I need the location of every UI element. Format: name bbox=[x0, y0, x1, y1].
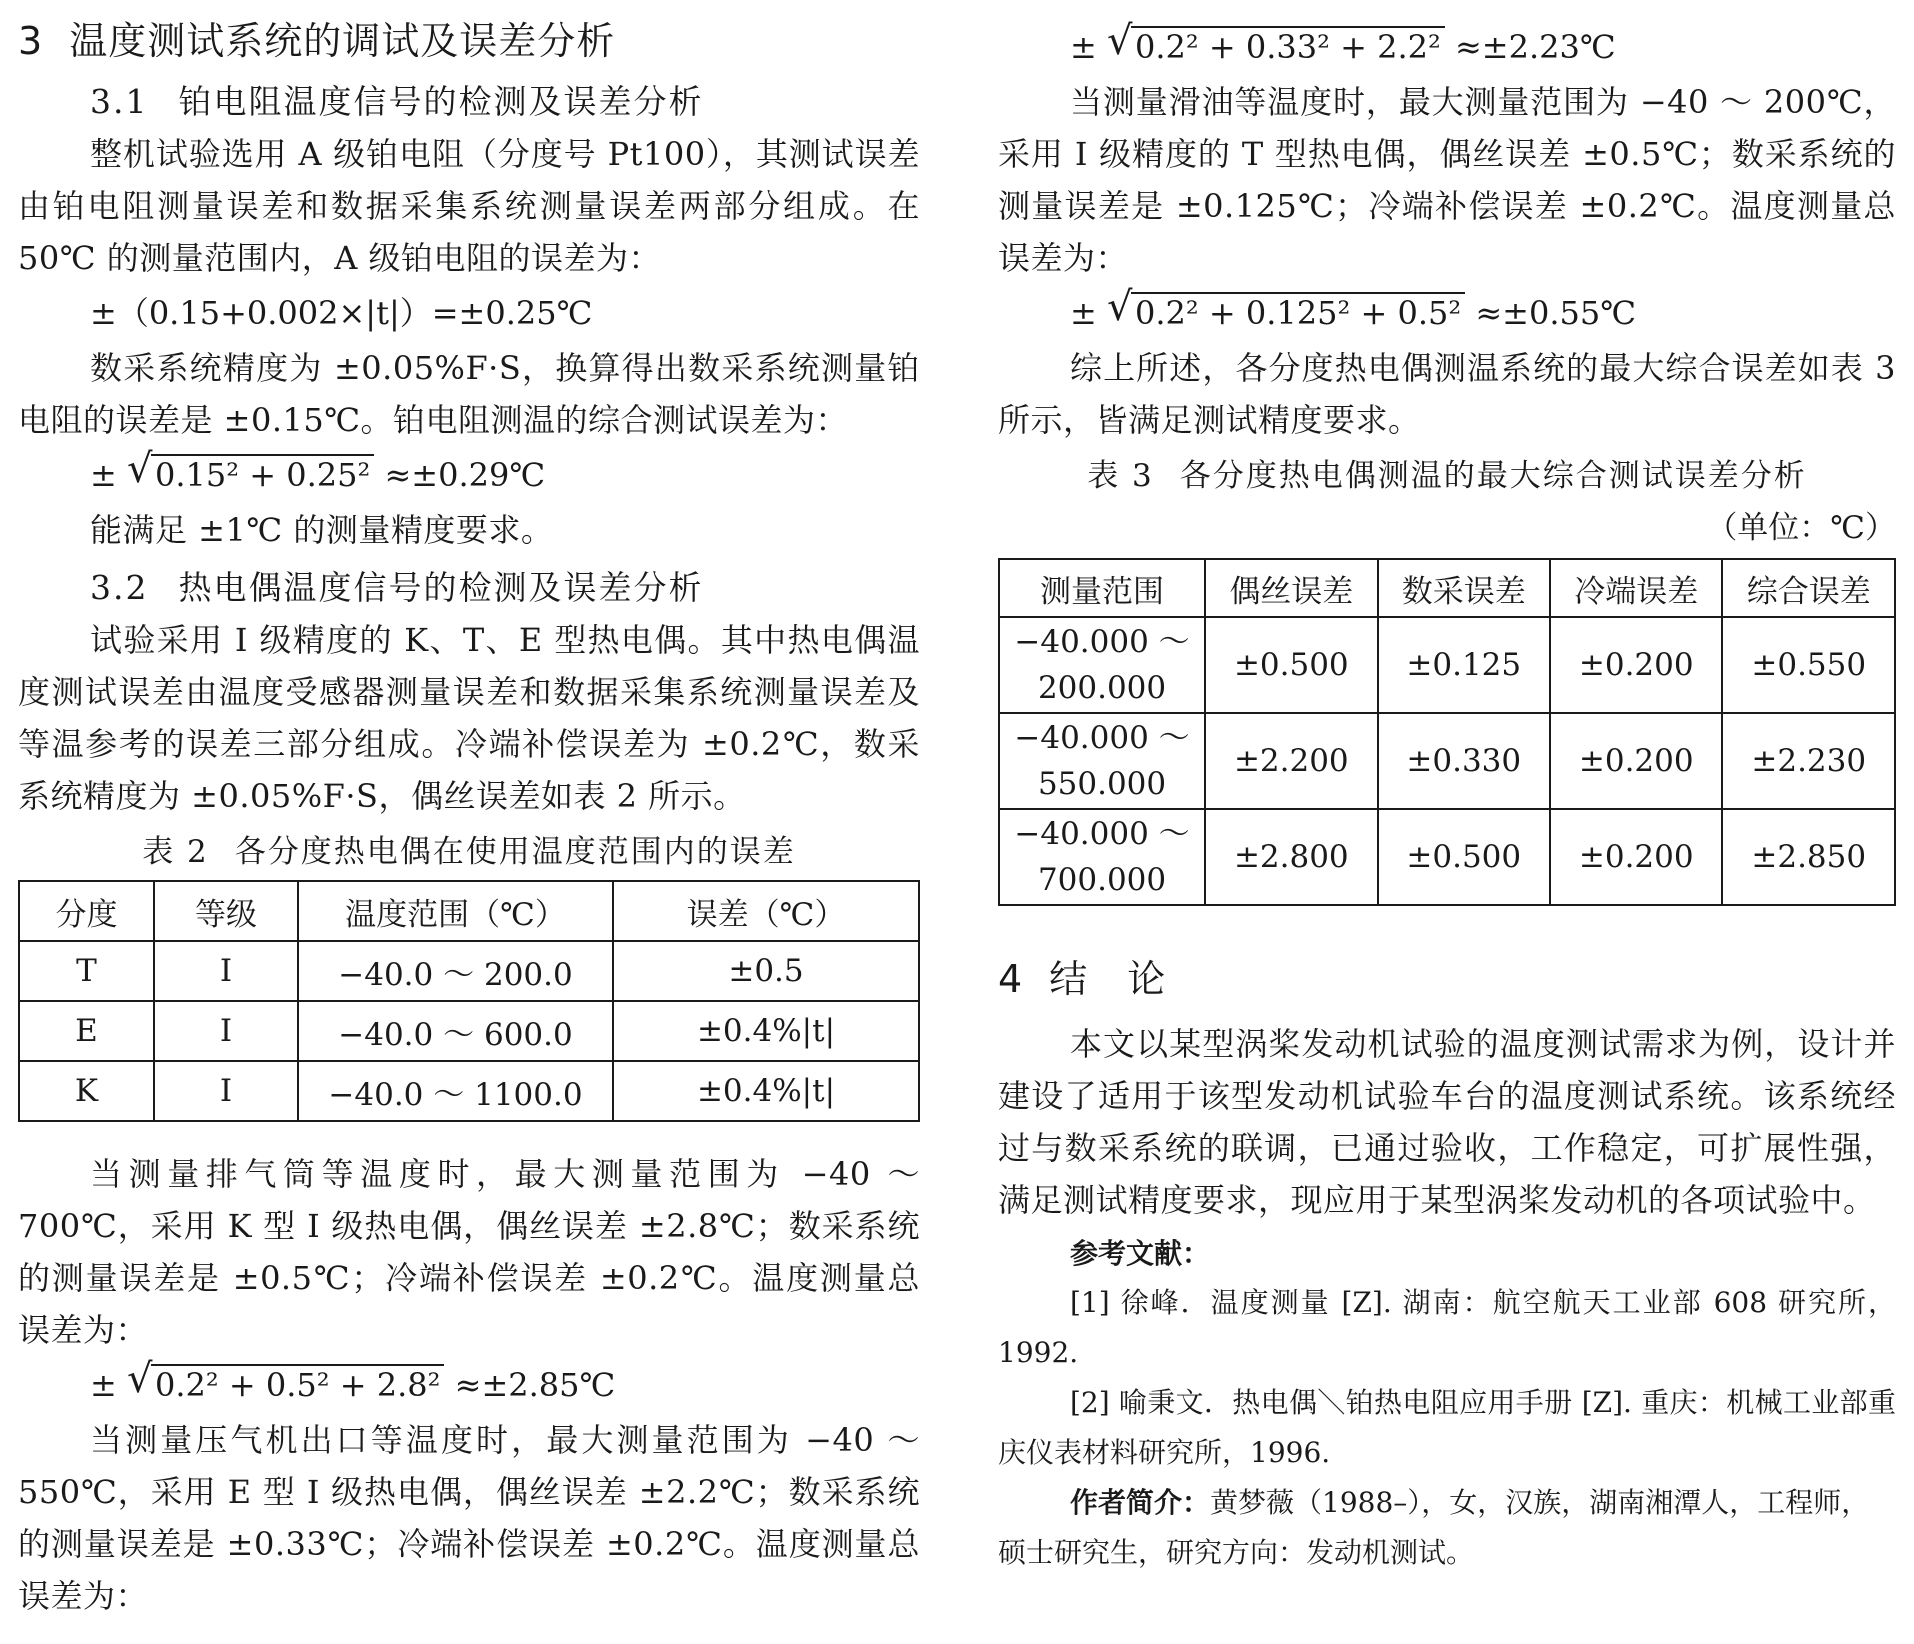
table-header-cell: 偶丝误差 bbox=[1205, 559, 1377, 617]
paragraph: 试验采用 I 级精度的 K、T、E 型热电偶。其中热电偶温度测试误差由温度受感器测量误差和数据采集系统测量误差及等温参考的误差三部分组成。冷端补偿误差为 ±0.2℃，数采系统精度为 ±0.05%F·S，偶丝误差如表 2 所示。 bbox=[18, 621, 920, 815]
table-cell: I bbox=[154, 941, 298, 1001]
table-row bbox=[19, 1001, 919, 1061]
table-caption-text: 各分度热电偶在使用温度范围内的误差 bbox=[234, 834, 796, 870]
section-number: 4 bbox=[998, 957, 1024, 1001]
table-cell: ±0.550 bbox=[1722, 617, 1895, 713]
formula-result: ≈±0.55℃ bbox=[1475, 294, 1637, 332]
table-cell: ±2.230 bbox=[1722, 713, 1895, 809]
table-cell: ±0.200 bbox=[1550, 617, 1722, 713]
subsection-title: 热电偶温度信号的检测及误差分析 bbox=[178, 568, 704, 607]
paragraph: 数采系统精度为 ±0.05%F·S，换算得出数采系统测量铂电阻的误差是 ±0.15℃。铂电阻测温的综合测试误差为： bbox=[18, 349, 920, 439]
table-header-row bbox=[19, 881, 919, 941]
radical-sign: √ bbox=[126, 446, 153, 492]
sqrt-expression bbox=[1107, 286, 1465, 340]
radical-sign: √ bbox=[1106, 284, 1133, 330]
table-cell: −40.0 ～ 600.0 bbox=[298, 1001, 613, 1061]
table-cell: ±2.200 bbox=[1205, 713, 1377, 809]
paragraph: 综上所述，各分度热电偶测温系统的最大综合误差如表 3 所示，皆满足测试精度要求。 bbox=[998, 349, 1896, 439]
table-row bbox=[999, 809, 1895, 905]
subsection-number: 3.2 bbox=[90, 568, 149, 607]
paragraph: 本文以某型涡桨发动机试验的温度测试需求为例，设计并建设了适用于该型发动机试验车台的温度测试系统。该系统经过与数采系统的联调，已通过验收，工作稳定，可扩展性强，满足测试精度要求，现应用于某型涡桨发动机的各项试验中。 bbox=[998, 1025, 1896, 1219]
table-cell-range bbox=[999, 713, 1205, 809]
author-bio bbox=[998, 1478, 1896, 1578]
radical-sign: √ bbox=[126, 1356, 153, 1402]
table-cell: ±2.800 bbox=[1205, 809, 1377, 905]
table-2 bbox=[18, 880, 920, 1122]
formula-sqrt bbox=[18, 1358, 920, 1412]
section-3-heading bbox=[18, 18, 920, 64]
formula-prefix: ± bbox=[1070, 28, 1097, 66]
table-number: 表 3 bbox=[1087, 458, 1154, 494]
paragraph: 当测量排气筒等温度时，最大测量范围为 −40 ～ 700℃，采用 K 型 I 级热电偶，偶丝误差 ±2.8℃；数采系统的测量误差是 ±0.5℃；冷端补偿误差 ±0.2℃。温度测量总误差为： bbox=[18, 1155, 920, 1349]
table-header-cell: 误差（℃） bbox=[613, 881, 919, 941]
section-4-heading bbox=[998, 956, 1896, 1002]
table-header-cell: 综合误差 bbox=[1722, 559, 1895, 617]
table-header-cell: 等级 bbox=[154, 881, 298, 941]
range-end: 700.000 bbox=[1037, 862, 1167, 898]
table-header-cell: 分度 bbox=[19, 881, 154, 941]
table-cell: ±0.125 bbox=[1378, 617, 1550, 713]
table-cell: ±0.330 bbox=[1378, 713, 1550, 809]
section-number: 3 bbox=[18, 19, 44, 63]
formula-sqrt bbox=[998, 20, 1896, 74]
table-row bbox=[19, 941, 919, 1001]
table-cell: I bbox=[154, 1061, 298, 1121]
radicand: 0.2² + 0.33² + 2.2² bbox=[1131, 26, 1445, 66]
table-cell: K bbox=[19, 1061, 154, 1121]
sqrt-expression bbox=[1107, 20, 1445, 74]
reference-item: [1] 徐峰．温度测量 [Z]. 湖南：航空航天工业部 608 研究所，1992. bbox=[998, 1286, 1896, 1369]
formula-sqrt bbox=[18, 448, 920, 502]
section-3-2-heading bbox=[18, 566, 920, 610]
sqrt-expression bbox=[127, 1358, 444, 1412]
sqrt-expression bbox=[127, 448, 374, 502]
radicand: 0.2² + 0.5² + 2.8² bbox=[151, 1364, 444, 1404]
table-cell-range bbox=[999, 809, 1205, 905]
paragraph: 当测量压气机出口等温度时，最大测量范围为 −40 ～ 550℃，采用 E 型 I 级热电偶，偶丝误差 ±2.2℃；数采系统的测量误差是 ±0.33℃；冷端补偿误差 ±0.2℃。温度测量总误差为： bbox=[18, 1421, 920, 1615]
table-2-caption bbox=[18, 828, 920, 876]
table-cell: ±0.200 bbox=[1550, 713, 1722, 809]
table-row bbox=[999, 713, 1895, 809]
section-title: 温度测试系统的调试及误差分析 bbox=[69, 19, 616, 63]
table-unit-note: （单位：℃） bbox=[1706, 510, 1896, 546]
formula: ±（0.15+0.002×|t|）=±0.25℃ bbox=[90, 294, 593, 332]
table-cell-range bbox=[999, 617, 1205, 713]
table-cell: ±0.500 bbox=[1205, 617, 1377, 713]
author-bio-label: 作者简介： bbox=[1070, 1486, 1211, 1519]
table-number: 表 2 bbox=[142, 834, 209, 870]
table-cell: ±0.5 bbox=[613, 941, 919, 1001]
table-cell: I bbox=[154, 1001, 298, 1061]
range-end: 550.000 bbox=[1037, 766, 1167, 802]
subsection-number: 3.1 bbox=[90, 82, 149, 121]
formula-sqrt bbox=[998, 286, 1896, 340]
table-cell: −40.0 ～ 200.0 bbox=[298, 941, 613, 1001]
section-title: 结 论 bbox=[1049, 957, 1167, 1001]
table-cell: −40.0 ～ 1100.0 bbox=[298, 1061, 613, 1121]
formula-prefix: ± bbox=[1070, 294, 1097, 332]
formula-prefix: ± bbox=[90, 1366, 117, 1404]
table-3-caption bbox=[998, 452, 1896, 500]
section-3-1-heading bbox=[18, 80, 920, 124]
right-column bbox=[998, 0, 1896, 1578]
author-bio-text: 黄梦薇（1988–），女，汉族，湖南湘潭人，工程师，硕士研究生，研究方向：发动机测试。 bbox=[998, 1486, 1870, 1569]
table-header-cell: 温度范围（℃） bbox=[298, 881, 613, 941]
table-3 bbox=[998, 558, 1896, 906]
paragraph: 能满足 ±1℃ 的测量精度要求。 bbox=[90, 511, 554, 549]
radicand: 0.2² + 0.125² + 0.5² bbox=[1131, 292, 1465, 332]
radical-sign: √ bbox=[1106, 18, 1133, 64]
references-heading: 参考文献： bbox=[1070, 1237, 1211, 1270]
range-start: −40.000 ～ bbox=[1014, 816, 1190, 852]
table-cell: ±2.850 bbox=[1722, 809, 1895, 905]
range-end: 200.000 bbox=[1037, 670, 1167, 706]
subsection-title: 铂电阻温度信号的检测及误差分析 bbox=[178, 82, 704, 121]
formula-result: ≈±2.85℃ bbox=[454, 1366, 616, 1404]
formula-result: ≈±0.29℃ bbox=[384, 456, 546, 494]
table-caption-text: 各分度热电偶测温的最大综合测试误差分析 bbox=[1179, 458, 1807, 494]
table-header-cell: 测量范围 bbox=[999, 559, 1205, 617]
paragraph: 整机试验选用 A 级铂电阻（分度号 Pt100），其测试误差由铂电阻测量误差和数据采集系统测量误差两部分组成。在 50℃ 的测量范围内，A 级铂电阻的误差为： bbox=[18, 135, 920, 277]
table-header-row bbox=[999, 559, 1895, 617]
table-cell: E bbox=[19, 1001, 154, 1061]
table-cell: ±0.4%|t| bbox=[613, 1061, 919, 1121]
table-header-cell: 冷端误差 bbox=[1550, 559, 1722, 617]
paragraph: 当测量滑油等温度时，最大测量范围为 −40 ～ 200℃，采用 I 级精度的 T 型热电偶，偶丝误差 ±0.5℃；数采系统的测量误差是 ±0.125℃；冷端补偿误差 ±0.2℃。温度测量总误差为： bbox=[998, 83, 1896, 277]
table-cell: ±0.500 bbox=[1378, 809, 1550, 905]
range-start: −40.000 ～ bbox=[1014, 720, 1190, 756]
radicand: 0.15² + 0.25² bbox=[151, 454, 374, 494]
table-row bbox=[19, 1061, 919, 1121]
table-row bbox=[999, 617, 1895, 713]
table-header-cell: 数采误差 bbox=[1378, 559, 1550, 617]
table-cell: ±0.200 bbox=[1550, 809, 1722, 905]
formula-prefix: ± bbox=[90, 456, 117, 494]
range-start: −40.000 ～ bbox=[1014, 624, 1190, 660]
table-cell: T bbox=[19, 941, 154, 1001]
reference-item: [2] 喻秉文．热电偶＼铂热电阻应用手册 [Z]. 重庆：机械工业部重庆仪表材料研究所，1996. bbox=[998, 1386, 1896, 1469]
formula-result: ≈±2.23℃ bbox=[1454, 28, 1616, 66]
left-column bbox=[18, 0, 920, 1622]
table-cell: ±0.4%|t| bbox=[613, 1001, 919, 1061]
